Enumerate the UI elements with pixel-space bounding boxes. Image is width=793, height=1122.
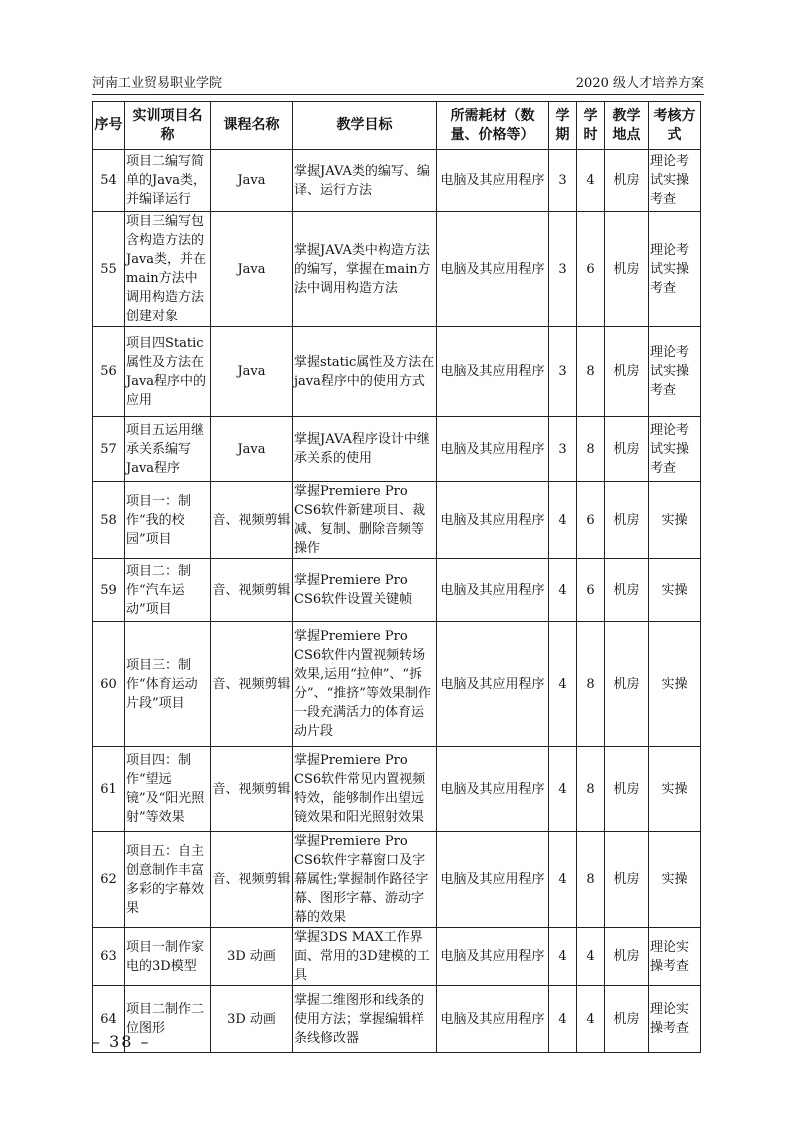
cell-project: 项目四：制作“望远镜”及“阳光照射”等效果 — [125, 747, 211, 832]
cell-goal: 掌握Premiere Pro CS6软件常见内置视频特效，能够制作出望远镜效果和阳光照射效果 — [293, 747, 437, 832]
cell-project: 项目五：自主创意制作丰富多彩的字幕效果 — [125, 832, 211, 928]
cell-materials: 电脑及其应用程序 — [437, 559, 549, 622]
cell-assess: 实操 — [649, 832, 701, 928]
cell-no: 63 — [93, 928, 125, 986]
cell-hours: 8 — [577, 832, 605, 928]
cell-goal: 掌握Premiere Pro CS6软件新建项目、裁减、复制、删除音频等操作 — [293, 482, 437, 559]
cell-place: 机房 — [605, 212, 649, 327]
col-header-project: 实训项目名称 — [125, 102, 211, 150]
cell-goal: 掌握JAVA类中构造方法的编写，掌握在main方法中调用构造方法 — [293, 212, 437, 327]
cell-assess: 理论实操考查 — [649, 986, 701, 1053]
cell-assess: 理论考试实操考查 — [649, 150, 701, 212]
cell-no: 54 — [93, 150, 125, 212]
training-table — [92, 101, 701, 1053]
cell-place: 机房 — [605, 417, 649, 482]
cell-project: 项目三编写包含构造方法的Java类，并在main方法中调用构造方法创建对象 — [125, 212, 211, 327]
table-header-row — [93, 102, 701, 150]
col-header-assess: 考核方式 — [649, 102, 701, 150]
cell-no: 61 — [93, 747, 125, 832]
cell-course: 音、视频剪辑 — [211, 747, 293, 832]
cell-term: 4 — [549, 482, 577, 559]
cell-no: 59 — [93, 559, 125, 622]
cell-course: Java — [211, 212, 293, 327]
cell-place: 机房 — [605, 832, 649, 928]
cell-term: 3 — [549, 327, 577, 417]
cell-materials: 电脑及其应用程序 — [437, 327, 549, 417]
cell-goal: 掌握3DS MAX工作界面、常用的3D建模的工具 — [293, 928, 437, 986]
cell-assess: 实操 — [649, 482, 701, 559]
cell-materials: 电脑及其应用程序 — [437, 986, 549, 1053]
header-plan-title: 2020 级人才培养方案 — [575, 76, 704, 91]
cell-term: 4 — [549, 622, 577, 747]
cell-hours: 6 — [577, 212, 605, 327]
cell-materials: 电脑及其应用程序 — [437, 747, 549, 832]
cell-place: 机房 — [605, 482, 649, 559]
cell-hours: 6 — [577, 482, 605, 559]
cell-course: 音、视频剪辑 — [211, 622, 293, 747]
page-number: – 38 – — [92, 1032, 151, 1051]
cell-project: 项目一制作家电的3D模型 — [125, 928, 211, 986]
cell-materials: 电脑及其应用程序 — [437, 150, 549, 212]
cell-goal: 掌握Premiere Pro CS6软件设置关键帧 — [293, 559, 437, 622]
cell-term: 4 — [549, 559, 577, 622]
cell-course: 3D 动画 — [211, 986, 293, 1053]
cell-term: 3 — [549, 212, 577, 327]
cell-materials: 电脑及其应用程序 — [437, 417, 549, 482]
cell-materials: 电脑及其应用程序 — [437, 832, 549, 928]
cell-materials: 电脑及其应用程序 — [437, 928, 549, 986]
cell-project: 项目二编写简单的Java类，并编译运行 — [125, 150, 211, 212]
cell-project: 项目三：制作“体育运动片段”项目 — [125, 622, 211, 747]
table-row — [93, 622, 701, 747]
cell-no: 60 — [93, 622, 125, 747]
cell-no: 64 — [93, 986, 125, 1053]
cell-project: 项目四Static属性及方法在Java程序中的应用 — [125, 327, 211, 417]
cell-course: Java — [211, 417, 293, 482]
col-header-place: 教学地点 — [605, 102, 649, 150]
cell-term: 4 — [549, 747, 577, 832]
table-row — [93, 482, 701, 559]
cell-project: 项目二：制作“汽车运动”项目 — [125, 559, 211, 622]
cell-place: 机房 — [605, 150, 649, 212]
cell-materials: 电脑及其应用程序 — [437, 212, 549, 327]
cell-hours: 8 — [577, 327, 605, 417]
page-header — [92, 72, 704, 95]
table-row — [93, 212, 701, 327]
cell-project: 项目二制作二位图形 — [125, 986, 211, 1053]
table-row — [93, 150, 701, 212]
col-header-goal: 教学目标 — [293, 102, 437, 150]
table-row — [93, 747, 701, 832]
col-header-hours: 学时 — [577, 102, 605, 150]
cell-course: 音、视频剪辑 — [211, 482, 293, 559]
cell-course: Java — [211, 327, 293, 417]
cell-hours: 6 — [577, 559, 605, 622]
cell-goal: 掌握Premiere Pro CS6软件内置视频转场效果,运用“拉伸”、“拆分”、“推挤”等效果制作一段充满活力的体育运动片段 — [293, 622, 437, 747]
cell-term: 4 — [549, 928, 577, 986]
table-row — [93, 559, 701, 622]
cell-term: 3 — [549, 150, 577, 212]
cell-place: 机房 — [605, 747, 649, 832]
cell-assess: 实操 — [649, 747, 701, 832]
cell-assess: 理论考试实操考查 — [649, 417, 701, 482]
cell-term: 4 — [549, 986, 577, 1053]
cell-term: 4 — [549, 832, 577, 928]
cell-goal: 掌握JAVA类的编写、编译、运行方法 — [293, 150, 437, 212]
cell-no: 55 — [93, 212, 125, 327]
col-header-no: 序号 — [93, 102, 125, 150]
table-row — [93, 327, 701, 417]
cell-goal: 掌握static属性及方法在java程序中的使用方式 — [293, 327, 437, 417]
cell-goal: 掌握JAVA程序设计中继承关系的使用 — [293, 417, 437, 482]
cell-hours: 4 — [577, 150, 605, 212]
cell-no: 56 — [93, 327, 125, 417]
col-header-materials: 所需耗材（数量、价格等） — [437, 102, 549, 150]
cell-hours: 4 — [577, 928, 605, 986]
cell-course: Java — [211, 150, 293, 212]
table-row — [93, 832, 701, 928]
cell-course: 音、视频剪辑 — [211, 559, 293, 622]
header-school-name: 河南工业贸易职业学院 — [92, 76, 223, 91]
col-header-course: 课程名称 — [211, 102, 293, 150]
cell-assess: 理论实操考查 — [649, 928, 701, 986]
cell-goal: 掌握二维图形和线条的使用方法；掌握编辑样条线修改器 — [293, 986, 437, 1053]
cell-no: 58 — [93, 482, 125, 559]
cell-place: 机房 — [605, 622, 649, 747]
cell-no: 57 — [93, 417, 125, 482]
cell-project: 项目五运用继承关系编写Java程序 — [125, 417, 211, 482]
cell-course: 音、视频剪辑 — [211, 832, 293, 928]
cell-hours: 8 — [577, 622, 605, 747]
cell-assess: 实操 — [649, 622, 701, 747]
cell-place: 机房 — [605, 327, 649, 417]
cell-assess: 理论考试实操考查 — [649, 212, 701, 327]
cell-assess: 理论考试实操考查 — [649, 327, 701, 417]
cell-project: 项目一：制作“我的校园”项目 — [125, 482, 211, 559]
cell-materials: 电脑及其应用程序 — [437, 482, 549, 559]
cell-hours: 8 — [577, 417, 605, 482]
cell-hours: 8 — [577, 747, 605, 832]
cell-goal: 掌握Premiere Pro CS6软件字幕窗口及字幕属性;掌握制作路径字幕、图形字幕、游动字幕的效果 — [293, 832, 437, 928]
cell-place: 机房 — [605, 928, 649, 986]
cell-assess: 实操 — [649, 559, 701, 622]
table-row — [93, 986, 701, 1053]
cell-course: 3D 动画 — [211, 928, 293, 986]
table-row — [93, 928, 701, 986]
cell-place: 机房 — [605, 559, 649, 622]
cell-place: 机房 — [605, 986, 649, 1053]
col-header-term: 学期 — [549, 102, 577, 150]
cell-no: 62 — [93, 832, 125, 928]
table-row — [93, 417, 701, 482]
cell-materials: 电脑及其应用程序 — [437, 622, 549, 747]
cell-hours: 4 — [577, 986, 605, 1053]
cell-term: 3 — [549, 417, 577, 482]
